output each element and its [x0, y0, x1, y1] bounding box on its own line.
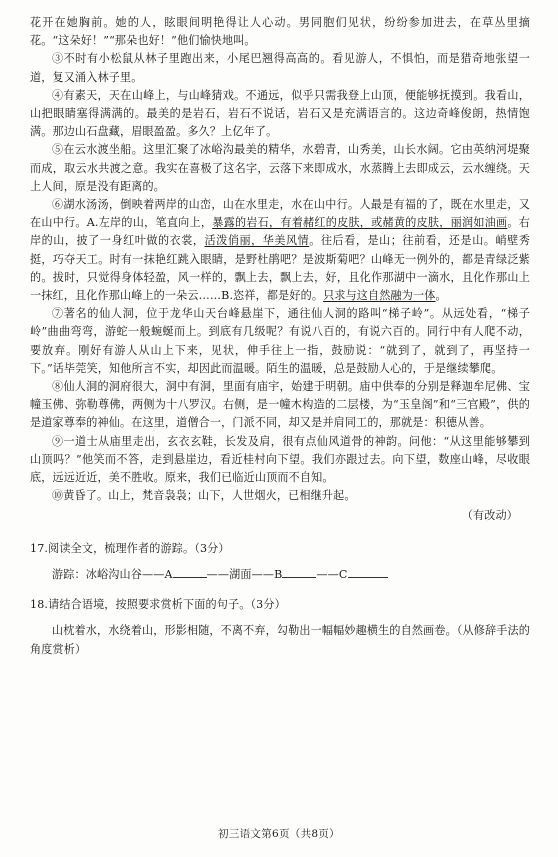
page-footer: 初三语文第6页（共8页） — [218, 828, 340, 840]
question-18-sentence: 山枕着水，水绕着山，形影相随，不离不弃，勾勒出一幅幅妙趣横生的自然画卷。（从修辞手法的角度赏析） — [30, 624, 530, 656]
passage-paragraph-6 — [30, 196, 530, 305]
passage-paragraph-10: ⑩黄昏了。山上，梵音袅袅；山下，人世烟火，已相继升起。 — [52, 489, 356, 503]
passage-paragraph-7: ⑦著名的仙人洞，位于龙华山天台峰悬崖下，通往仙人洞的路叫“梯子岭”。从远处看，“梯子岭”曲曲弯弯，游蛇一般蜿蜒而上。到底有几级呢？有说八百的，有说六百的。同行中有人爬不动，要放弃。刚好有游人从山上下来，见状，伸手往上一指，鼓励说：“就到了，就到了，再坚持一下。”话毕莞笑，知他所言不实，却因此而温暖。陌生的温暖，总是鼓励人心的，于是继续攀爬。 — [30, 307, 530, 375]
underlined-phrase-3: 只求与这自然融为一体 — [323, 289, 436, 303]
p6-text-b: 。右岸的山，披了一身红叶做的衣裳， — [30, 216, 530, 248]
p6-text-d: 。 — [435, 289, 447, 303]
answer-blank-b[interactable] — [282, 567, 316, 578]
passage-paragraph-3: ③不时有小松鼠从林子里跑出来，小尾巴翘得高高的。看见游人，不惧怕，而是猎奇地张望一道，复又涌入林子里。 — [30, 52, 530, 84]
answer-blank-c[interactable] — [348, 567, 388, 578]
track-mid-1: ——湖面——B — [206, 567, 283, 581]
p6-text-c: 。往后看，是山；往前看，还是山。峭壁秀挺，巧夺天工。时有一抹艳红跳入眼睛，是野杜鹃吧？是波斯菊吧？山峰无一例外的，都是青绿泛紫的。拔时，只觉得身体轻盈，风一样的，飘上去，飘上去，好，且化作那湖中一滴水，且化作那山上一抹红，且化作那山峰上的一朵云……B.恣祥，都是好的。 — [30, 234, 530, 303]
passage-paragraph-intro: 花开在她胸前。她的人，眩眼间明艳得让人心动。男同胞们见状，纷纷参加进去，在草丛里摘花。“这朵好！”“那朵也好！”他们愉快地叫。 — [30, 16, 530, 48]
passage-paragraph-4: ④有素天，天在山峰上，与山峰猜戏。不通远，似乎只需我登上山顶，便能够抚摸到。我看山，山把眼睛塞得满满的。最美的是岩石，岩石不说话，岩石又是充满语言的。这边奇峰俊朗，热情饱满。那边山石盘藏，眉眼盈盈。多久？上亿年了。 — [30, 88, 530, 139]
p6-text-a: ⑥湖水汤汤，倒映着两岸的山峦，山在水里走，水在山中行。人最是有福的了，既在水里走，又在山中行。A.左岸的山，笔直向上， — [30, 198, 530, 230]
underlined-phrase-1: 暴露的岩石，有着赭红的皮肤，或赭黄的皮肤，丽润如油画 — [212, 216, 508, 230]
question-17-track — [30, 566, 530, 584]
question-18-stem: 18.请结合语境，按照要求赏析下面的句子。（3分） — [30, 598, 286, 612]
passage-paragraph-5: ⑤在云水渡坐船。这里汇聚了冰峪沟最美的精华，水碧青，山秀美，山长水阔。它由英纳河堤聚而成，取云水共渡之意。我实在喜极了这名字，云落下来即成水，水蒸腾上去即成云，云水缠绕。天上人间，原是没有距离的。 — [30, 143, 530, 193]
question-17-stem: 17.阅读全文，梳理作者的游踪。（3分） — [30, 541, 230, 555]
track-prefix: 游踪：冰峪沟山谷——A — [52, 567, 173, 581]
answer-blank-a[interactable] — [173, 567, 207, 578]
underlined-phrase-2: 活泼俏丽，华美风情 — [204, 234, 310, 248]
passage-paragraph-8: ⑧仙人洞的洞府很大，洞中有洞，里面有庙宇，始建于明朝。庙中供奉的分别是释迦牟尼佛、宝幢玉佛、弥勒尊佛，两侧为十八罗汉。右侧，是一幢木构造的二层楼，为“玉皇阁”和“三官殿”，供的是道家尊奉的神仙。在这里，道僧合一，门派不同，却又是并肩同工的，那就是：积德从善。 — [30, 380, 530, 430]
passage-paragraph-9: ⑨一道士从庙里走出，玄衣玄鞋，长发及肩，很有点仙风道骨的神韵。问他：“从这里能够攀到山顶吗？”他笑而不答，走到悬崖边，看近桂村向下望。我们亦跟过去。向下望，数座山峰，尽收眼底，远远近近，美不胜收。原来，我们已临近山顶而不自知。 — [30, 434, 530, 485]
source-note: （有改动） — [461, 509, 518, 523]
track-mid-2: ——C — [316, 567, 348, 581]
